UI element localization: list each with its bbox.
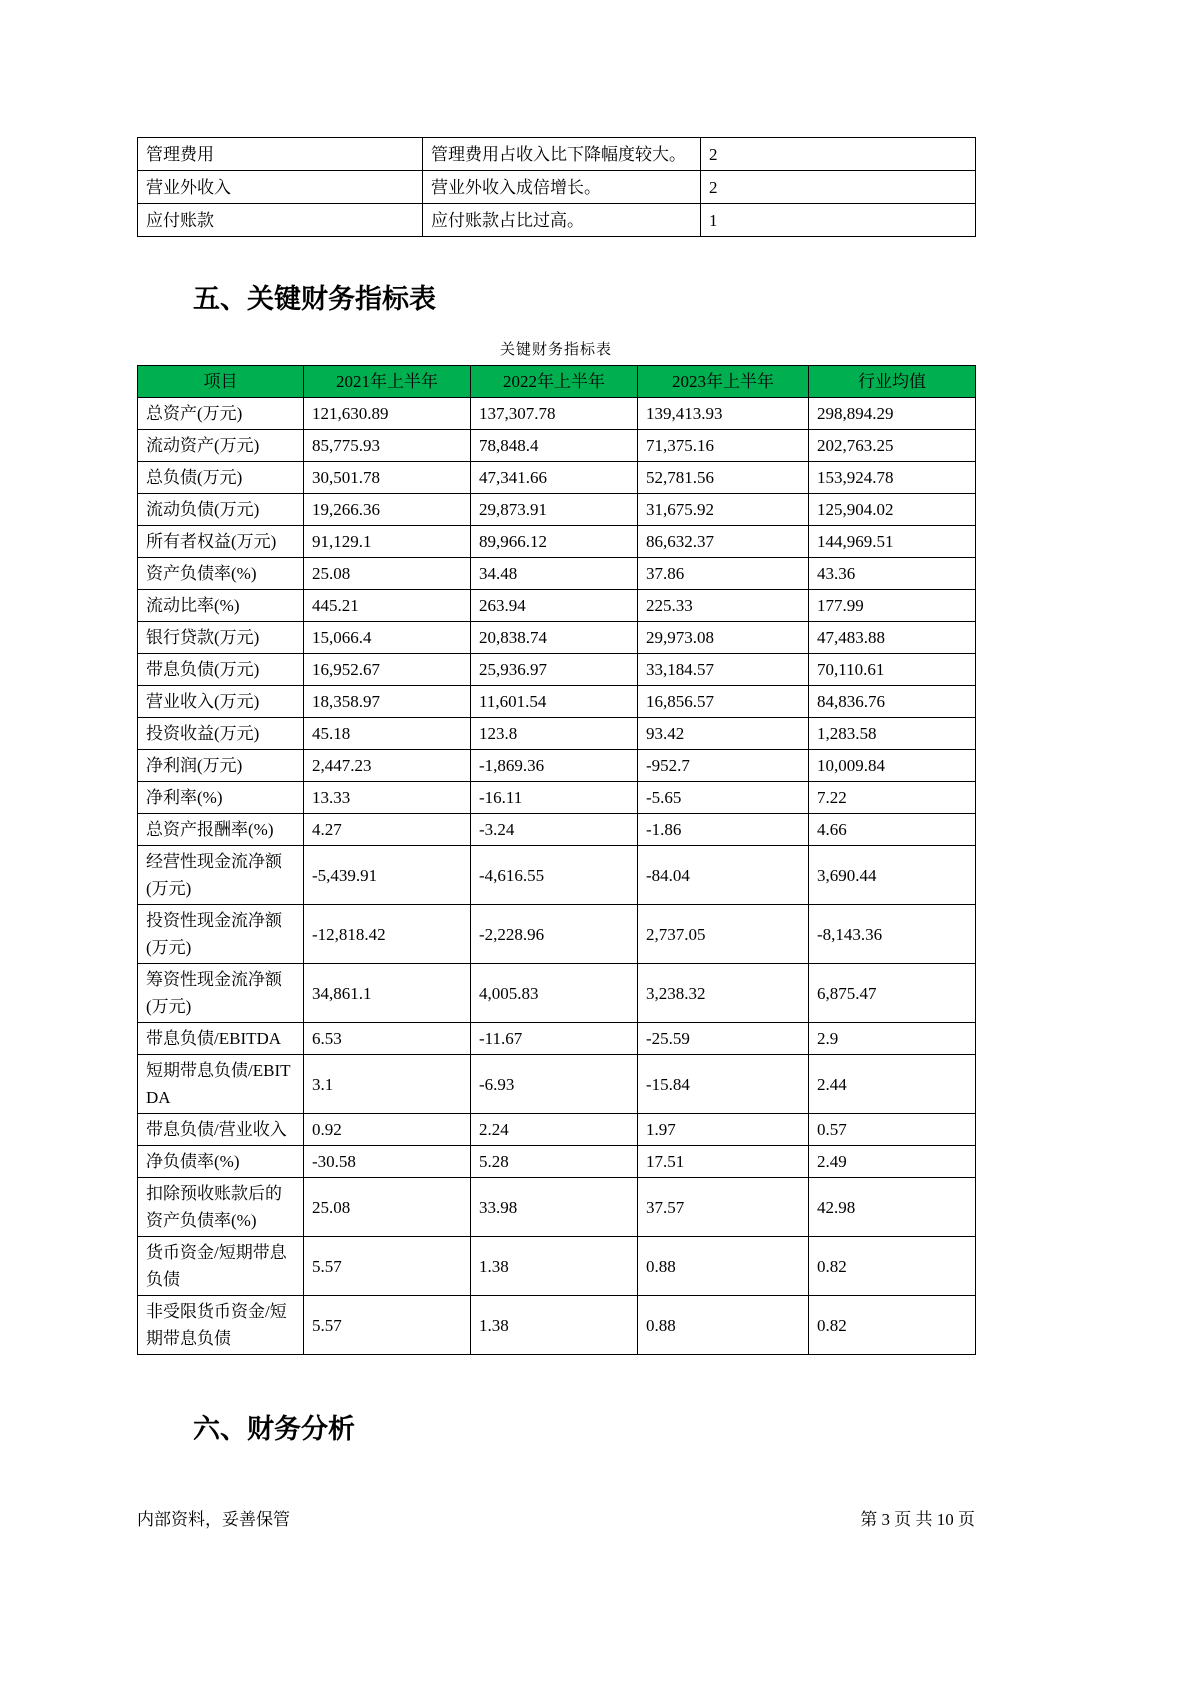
table-cell: 47,341.66 [471,462,638,494]
table-row [138,171,976,204]
table-cell: 121,630.89 [304,398,471,430]
table-cell: 4.27 [304,814,471,846]
table-cell: 144,969.51 [809,526,976,558]
table-cell: 0.92 [304,1114,471,1146]
table-cell: 17.51 [638,1146,809,1178]
table-cell: 85,775.93 [304,430,471,462]
table-cell: -11.67 [471,1023,638,1055]
table-cell: 18,358.97 [304,686,471,718]
table-cell: 45.18 [304,718,471,750]
table-cell: 总资产报酬率(%) [138,814,304,846]
table-cell: 所有者权益(万元) [138,526,304,558]
table-cell: 25,936.97 [471,654,638,686]
table-cell: 0.57 [809,1114,976,1146]
table-cell: 0.82 [809,1237,976,1296]
table-cell: 30,501.78 [304,462,471,494]
table-cell: -1,869.36 [471,750,638,782]
metrics-table [137,365,976,1355]
table-cell: 31,675.92 [638,494,809,526]
table-cell: 84,836.76 [809,686,976,718]
table-row [138,1237,976,1296]
header-cell: 2023年上半年 [638,366,809,398]
table-cell: 流动比率(%) [138,590,304,622]
page-content [137,137,975,1446]
table-cell: 3,690.44 [809,846,976,905]
table-cell: 34.48 [471,558,638,590]
table-cell: 20,838.74 [471,622,638,654]
table-row [138,964,976,1023]
table-cell: 短期带息负债/EBITDA [138,1055,304,1114]
table-row [138,718,976,750]
table-cell: 2.49 [809,1146,976,1178]
table-cell: 70,110.61 [809,654,976,686]
table-cell: 应付账款占比过高。 [423,204,701,237]
table-cell: 非受限货币资金/短期带息负债 [138,1296,304,1355]
table-row [138,1146,976,1178]
table-cell: 2 [701,138,976,171]
table-cell: 89,966.12 [471,526,638,558]
section-6-heading: 六、财务分析 [193,1414,355,1445]
table-cell: 1,283.58 [809,718,976,750]
table-cell: 137,307.78 [471,398,638,430]
table-row [138,204,976,237]
table-cell: 4,005.83 [471,964,638,1023]
table-cell: 2,447.23 [304,750,471,782]
table-cell: 13.33 [304,782,471,814]
table-cell: 202,763.25 [809,430,976,462]
table-row [138,782,976,814]
table-cell: 6.53 [304,1023,471,1055]
table-cell: 5.28 [471,1146,638,1178]
table-row [138,905,976,964]
table-cell: 2.9 [809,1023,976,1055]
table-cell: 263.94 [471,590,638,622]
table-cell: -4,616.55 [471,846,638,905]
table-cell: 银行贷款(万元) [138,622,304,654]
table-row [138,462,976,494]
table-cell: 1 [701,204,976,237]
table-cell: 177.99 [809,590,976,622]
table-row [138,686,976,718]
table-cell: 4.66 [809,814,976,846]
table-cell: 2 [701,171,976,204]
page-footer [137,1505,975,1530]
table-cell: 扣除预收账款后的资产负债率(%) [138,1178,304,1237]
table-cell: 33.98 [471,1178,638,1237]
table-cell: 78,848.4 [471,430,638,462]
table-row [138,654,976,686]
table-cell: -5,439.91 [304,846,471,905]
table-cell: -84.04 [638,846,809,905]
table-cell: 47,483.88 [809,622,976,654]
metrics-header-row [138,366,976,398]
table-cell: 带息负债/EBITDA [138,1023,304,1055]
table-cell: 0.88 [638,1237,809,1296]
table-cell: 1.38 [471,1296,638,1355]
table-row [138,430,976,462]
header-cell: 行业均值 [809,366,976,398]
table-cell: 86,632.37 [638,526,809,558]
table-cell: 43.36 [809,558,976,590]
table-cell: 带息负债/营业收入 [138,1114,304,1146]
header-cell: 项目 [138,366,304,398]
table-cell: 19,266.36 [304,494,471,526]
section-5-heading: 五、关键财务指标表 [193,284,436,315]
table-cell: 3,238.32 [638,964,809,1023]
table-cell: 153,924.78 [809,462,976,494]
table-cell: 34,861.1 [304,964,471,1023]
table-cell: 流动资产(万元) [138,430,304,462]
table-row [138,590,976,622]
table-cell: 25.08 [304,1178,471,1237]
table-cell: 2.44 [809,1055,976,1114]
table-cell: -15.84 [638,1055,809,1114]
table-row [138,1296,976,1355]
table-cell: 营业外收入成倍增长。 [423,171,701,204]
table-cell: 经营性现金流净额(万元) [138,846,304,905]
table-cell: 1.38 [471,1237,638,1296]
table-cell: 3.1 [304,1055,471,1114]
table-row [138,814,976,846]
table-cell: 货币资金/短期带息负债 [138,1237,304,1296]
metrics-table-head [138,366,976,398]
table-cell: 投资收益(万元) [138,718,304,750]
table-cell: 1.97 [638,1114,809,1146]
table-row [138,494,976,526]
table-cell: 0.82 [809,1296,976,1355]
header-cell: 2022年上半年 [471,366,638,398]
table-cell: 净利率(%) [138,782,304,814]
table-cell: 37.57 [638,1178,809,1237]
table-cell: -3.24 [471,814,638,846]
table-row [138,526,976,558]
table-cell: 管理费用占收入比下降幅度较大。 [423,138,701,171]
table-cell: 2,737.05 [638,905,809,964]
table-row [138,1114,976,1146]
issues-table [137,137,976,237]
table-cell: 29,973.08 [638,622,809,654]
table-row [138,846,976,905]
table-cell: 139,413.93 [638,398,809,430]
table-row [138,1178,976,1237]
table-cell: 净利润(万元) [138,750,304,782]
table-cell: 流动负债(万元) [138,494,304,526]
table-cell: 营业外收入 [138,171,423,204]
table-cell: 6,875.47 [809,964,976,1023]
table-row [138,622,976,654]
table-cell: 445.21 [304,590,471,622]
table-row [138,138,976,171]
table-cell: 营业收入(万元) [138,686,304,718]
table-cell: -1.86 [638,814,809,846]
metrics-table-body [138,398,976,1355]
table-cell: 5.57 [304,1296,471,1355]
table-cell: 52,781.56 [638,462,809,494]
table-row [138,1055,976,1114]
issues-table-body [138,138,976,237]
table-cell: 总负债(万元) [138,462,304,494]
table-cell: -5.65 [638,782,809,814]
table-row [138,750,976,782]
table-cell: -16.11 [471,782,638,814]
table-cell: -30.58 [304,1146,471,1178]
table-cell: 29,873.91 [471,494,638,526]
table-cell: 33,184.57 [638,654,809,686]
table-cell: 应付账款 [138,204,423,237]
table-cell: 125,904.02 [809,494,976,526]
table-cell: 37.86 [638,558,809,590]
table-row [138,398,976,430]
table-cell: 16,952.67 [304,654,471,686]
table-cell: 5.57 [304,1237,471,1296]
table-cell: 带息负债(万元) [138,654,304,686]
table-cell: 投资性现金流净额(万元) [138,905,304,964]
table-cell: 71,375.16 [638,430,809,462]
table-row [138,1023,976,1055]
table-cell: 资产负债率(%) [138,558,304,590]
table-cell: 123.8 [471,718,638,750]
table-cell: 93.42 [638,718,809,750]
table-cell: 0.88 [638,1296,809,1355]
table-cell: -12,818.42 [304,905,471,964]
metrics-table-caption: 关键财务指标表 [499,342,612,358]
table-cell: -25.59 [638,1023,809,1055]
table-cell: 298,894.29 [809,398,976,430]
table-cell: 总资产(万元) [138,398,304,430]
table-cell: -952.7 [638,750,809,782]
table-cell: -2,228.96 [471,905,638,964]
table-cell: 管理费用 [138,138,423,171]
table-row [138,558,976,590]
footer-page-number: 第 3 页 共 10 页 [860,1510,975,1529]
footer-confidential-note: 内部资料，妥善保管 [137,1510,290,1529]
table-cell: 25.08 [304,558,471,590]
table-cell: 筹资性现金流净额(万元) [138,964,304,1023]
table-cell: 42.98 [809,1178,976,1237]
table-cell: 2.24 [471,1114,638,1146]
table-cell: 7.22 [809,782,976,814]
table-cell: 16,856.57 [638,686,809,718]
table-cell: -6.93 [471,1055,638,1114]
table-cell: 15,066.4 [304,622,471,654]
table-cell: -8,143.36 [809,905,976,964]
table-cell: 10,009.84 [809,750,976,782]
table-cell: 11,601.54 [471,686,638,718]
table-cell: 净负债率(%) [138,1146,304,1178]
table-cell: 91,129.1 [304,526,471,558]
table-cell: 225.33 [638,590,809,622]
header-cell: 2021年上半年 [304,366,471,398]
